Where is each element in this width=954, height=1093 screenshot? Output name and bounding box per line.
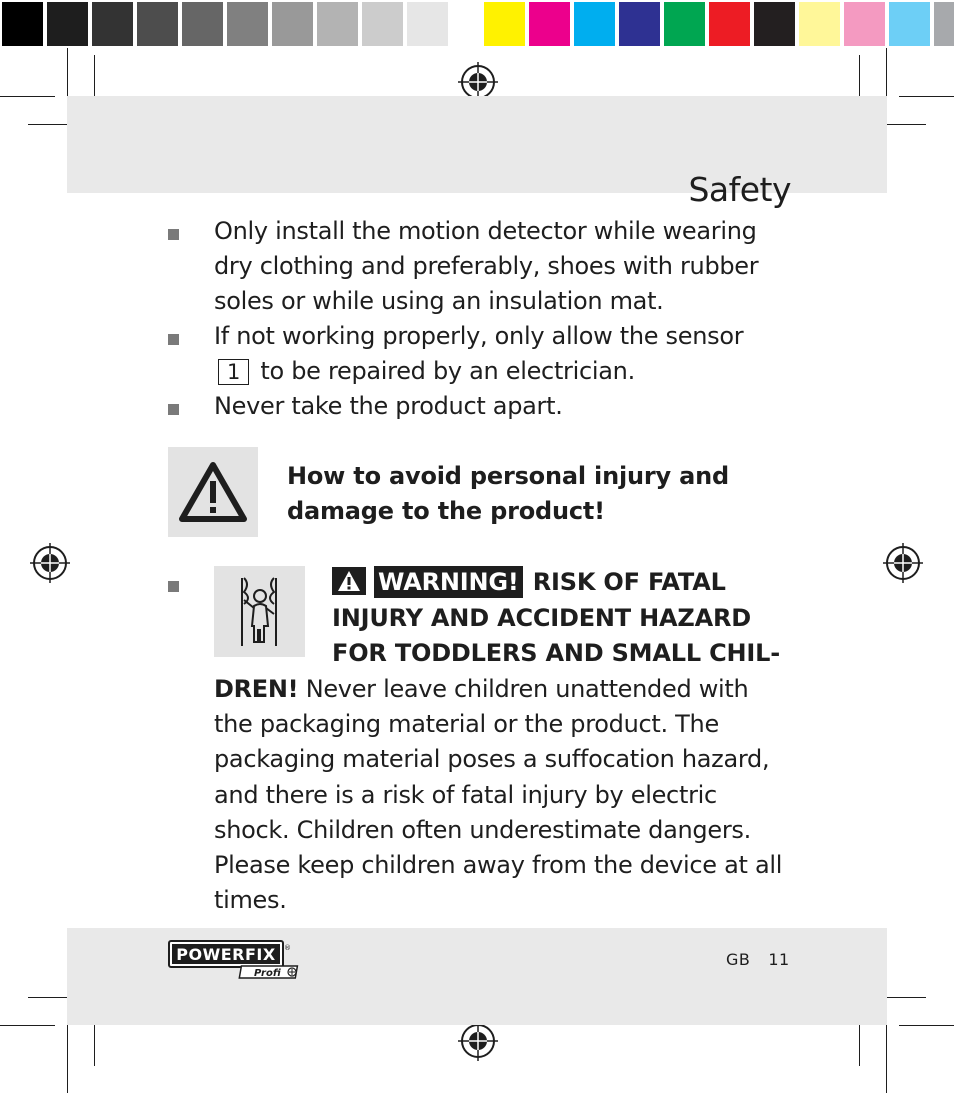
color-swatch	[360, 0, 405, 48]
child-safety-icon	[214, 566, 305, 657]
bullet-text: Never take the product apart.	[214, 392, 563, 420]
list-item	[168, 389, 788, 424]
warning-headline-end: DREN!	[214, 675, 299, 703]
warning-headline-text: RISK OF FATAL	[532, 568, 726, 596]
crop-mark	[886, 1018, 887, 1093]
color-swatch	[572, 0, 617, 48]
color-swatch	[45, 0, 90, 48]
warning-triangle-icon	[168, 447, 258, 537]
color-calibration-bar-grayscale	[0, 0, 495, 48]
color-swatch	[752, 0, 797, 48]
color-swatch	[797, 0, 842, 48]
logo-subtitle: Profi	[254, 968, 281, 979]
color-swatch	[135, 0, 180, 48]
logo-wordmark: POWERFIX	[176, 945, 276, 964]
alert-triangle-icon	[332, 567, 366, 595]
page-title: Safety	[688, 170, 791, 210]
crop-mark	[67, 1018, 68, 1093]
color-swatch	[180, 0, 225, 48]
page-number: 11	[768, 950, 790, 969]
color-calibration-bar-color	[482, 0, 954, 48]
crop-mark	[0, 96, 55, 97]
bullet-marker	[168, 581, 179, 592]
warning-headline	[332, 565, 802, 672]
crop-mark	[67, 48, 68, 103]
color-swatch	[527, 0, 572, 48]
registration-mark-icon	[458, 1021, 498, 1061]
crop-mark	[899, 1025, 954, 1026]
color-swatch	[662, 0, 707, 48]
color-swatch	[90, 0, 135, 48]
list-item	[168, 214, 788, 319]
crop-mark	[899, 96, 954, 97]
language-code: GB	[726, 950, 751, 969]
crop-mark	[886, 48, 887, 103]
color-swatch	[842, 0, 887, 48]
warning-body	[214, 672, 794, 918]
color-swatch	[225, 0, 270, 48]
color-swatch	[887, 0, 932, 48]
color-swatch	[405, 0, 450, 48]
crop-mark	[859, 1018, 860, 1066]
color-swatch	[932, 0, 954, 48]
bullet-text: to be repaired by an electrician.	[260, 357, 635, 385]
crop-mark	[0, 1025, 55, 1026]
color-swatch	[707, 0, 752, 48]
color-swatch	[270, 0, 315, 48]
safety-bullet-list	[168, 214, 788, 424]
warning-headline-line	[332, 565, 802, 601]
warning-label: WARNING!	[374, 566, 523, 598]
color-swatch	[315, 0, 360, 48]
part-reference-badge: 1	[218, 359, 249, 385]
brand-logo	[168, 940, 304, 984]
warning-headline-line: FOR TODDLERS AND SMALL CHIL-	[332, 639, 780, 667]
bullet-text: Only install the motion detector while wearing dry clothing and preferably, shoes with rubber soles or while using an insulation mat.	[214, 217, 759, 315]
color-swatch	[617, 0, 662, 48]
page-info	[726, 950, 790, 969]
list-item	[168, 319, 788, 389]
svg-text:®: ®	[284, 944, 291, 952]
color-swatch	[482, 0, 527, 48]
registration-mark-icon	[30, 543, 70, 583]
crop-mark	[94, 1018, 95, 1066]
bullet-text: If not working properly, only allow the sensor	[214, 322, 744, 350]
warning-body-text: Never leave children unattended with the packaging material or the product. The packaging material poses a suffocation hazard, and there is a risk of fatal injury by electric shock. Children often underestimate dangers. Please keep children away from the device at all times.	[214, 675, 783, 915]
warning-headline-line: INJURY AND ACCIDENT HAZARD	[332, 603, 751, 632]
color-swatch	[0, 0, 45, 48]
registration-mark-icon	[883, 543, 923, 583]
caution-heading: How to avoid personal injury and damage to the product!	[287, 462, 729, 525]
